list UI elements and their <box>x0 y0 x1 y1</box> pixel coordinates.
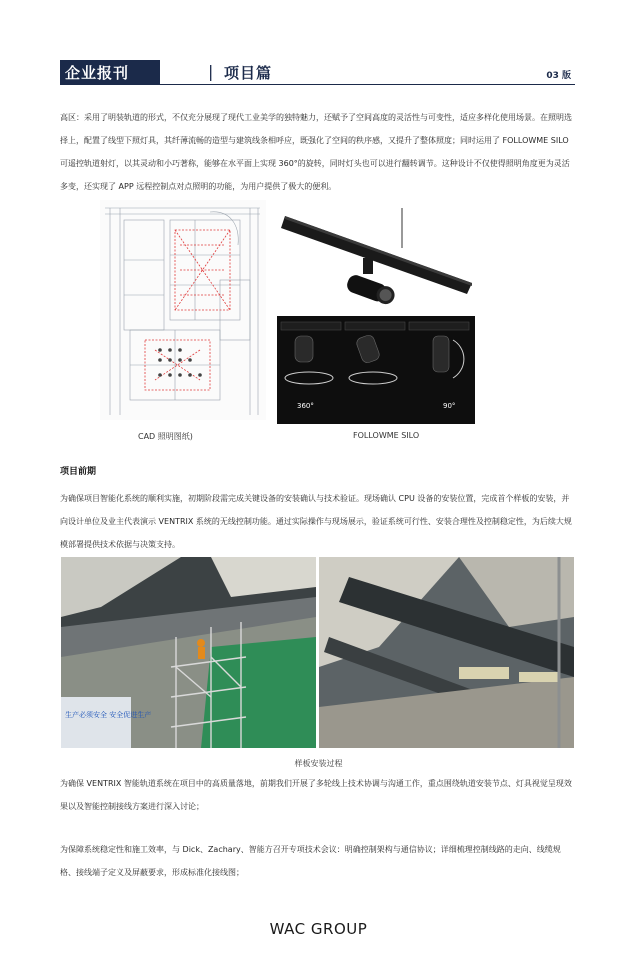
cad-caption: CAD 照明图纸) <box>138 432 193 441</box>
rotation-90-label: 90° <box>443 402 456 410</box>
rotation-360-label: 360° <box>297 402 314 410</box>
publication-title: 企业报刊 <box>65 64 130 82</box>
page-header <box>60 60 575 84</box>
pre-project-paragraph: 为确保项目智能化系统的顺利实施，初期阶段需完成关键设备的安装确认与技术验证。现场确认 CPU 设备的安装位置，完成首个样板的安装，并向设计单位及业主代表演示 VENTRIX 系统的无线控制功能。通过实际操作与现场展示，验证系统可行性、安装合理性及控制稳定性，为后续大规模部署提供技术依据与决策支持。 <box>60 494 572 549</box>
safety-banner-text: 生产必须安全 安全促进生产 <box>65 711 152 719</box>
header-separator: | <box>208 62 214 81</box>
intro-paragraph: 高区：采用了明装轨道的形式，不仅充分展现了现代工业美学的独特魅力，还赋予了空间高度的灵活性与可变性，适应多样化使用场景。在照明选择上，配置了线型下照灯具，其纤薄流畅的造型与建筑线条相呼应，既强化了空间的秩序感，又提升了整体照度；同时运用了 FOLLOWME SILO 可遥控轨道射灯，以其灵动和小巧著称，能够在水平面上实现 360°的旋转，同时灯头也可以进行翻转调节。这种设计不仅使得照明角度更为灵活多变，还实现了 APP 远程控制点对点照明的功能，为用户提供了极大的便利。 <box>60 113 572 191</box>
header-title-bar <box>60 60 160 84</box>
meeting-paragraph: 为保障系统稳定性和施工效率，与 Dick、Zachary、智能方召开专项技术会议：明确控制架构与通信协议；详细梳理控制线路的走向、线缆规格、接线端子定义及屏蔽要求，形成标准化接线图； <box>60 845 561 877</box>
silo-caption: FOLLOWME SILO <box>353 431 420 440</box>
ventrix-paragraph: 为确保 VENTRIX 智能轨道系统在项目中的高质量落地，前期我们开展了多轮线上技术协调与沟通工作，重点围绕轨道安装节点、灯具视觉呈现效果以及智能控制接线方案进行深入讨论； <box>60 779 572 811</box>
section-title: 项目篇 <box>224 64 273 82</box>
installation-photo-right <box>319 557 574 748</box>
photo-caption: 样板安装过程 <box>294 759 343 768</box>
cad-lighting-drawing <box>100 200 266 420</box>
silo-track-light-image <box>277 208 475 316</box>
silo-rotation-demo-image <box>277 316 475 424</box>
header-rule <box>60 84 575 85</box>
installation-photo-left <box>61 557 316 748</box>
page-number: 03 版 <box>546 71 571 81</box>
section-heading: 项目前期 <box>60 467 97 477</box>
footer-brand: WAC GROUP <box>269 920 368 938</box>
